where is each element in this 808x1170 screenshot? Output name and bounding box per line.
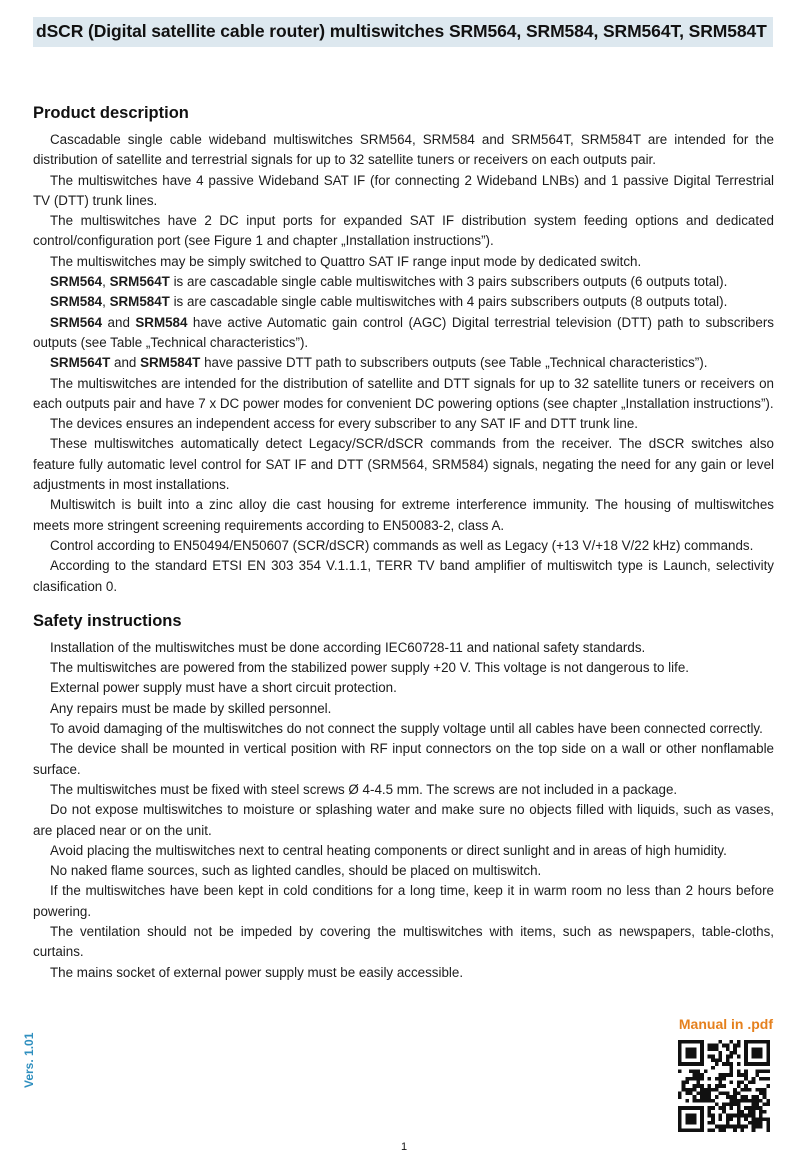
document-body xyxy=(33,102,774,983)
text-run: is are cascadable single cable multiswitches with 4 pairs subscribers outputs (8 outputs total). xyxy=(169,294,728,310)
product-description-paragraph xyxy=(33,272,774,292)
text-run: have active Automatic gain control (AGC) Digital terrestrial television (DTT) path to subscribers outputs (see Table „Technical characteristics”). xyxy=(33,314,774,350)
text-run: The multiswitches may be simply switched to Quattro SAT IF range input mode by dedicated switch. xyxy=(50,253,642,269)
text-run: No naked flame sources, such as lighted candles, should be placed on multiswitch. xyxy=(50,863,542,879)
safety-instructions-paragraph xyxy=(33,861,774,881)
safety-instructions-paragraph xyxy=(33,658,774,678)
product-description-paragraph xyxy=(33,495,774,536)
version-label: Vers. 1.01 xyxy=(22,1032,36,1088)
text-run: have passive DTT path to subscribers outputs (see Table „Technical characteristics”). xyxy=(200,355,708,371)
product-description-paragraphs xyxy=(33,130,774,597)
text-run: , xyxy=(102,274,110,290)
bold-text: SRM584T xyxy=(109,294,170,310)
text-run: According to the standard ETSI EN 303 354 V.1.1.1, TERR TV band amplifier of multiswitch type is Launch, selectivity clasification 0. xyxy=(33,558,774,594)
text-run: Any repairs must be made by skilled personnel. xyxy=(50,700,332,716)
safety-instructions-paragraph xyxy=(33,922,774,963)
safety-instructions-paragraph xyxy=(33,638,774,658)
safety-instructions-section xyxy=(33,610,774,983)
safety-instructions-paragraph xyxy=(33,800,774,841)
title-bar xyxy=(33,17,773,47)
text-run: The ventilation should not be impeded by covering the multiswitches with items, such as newspapers, table-cloths, curtains. xyxy=(33,923,774,960)
page-number: 1 xyxy=(400,1141,408,1153)
bold-text: SRM564 xyxy=(50,274,103,290)
text-run: The multiswitches have 2 DC input ports for expanded SAT IF distribution system feeding options and dedicated control/configuration port (see Figure 1 and chapter „Installation instructions”). xyxy=(33,213,774,249)
text-run: To avoid damaging of the multiswitches do not connect the supply voltage until all cables have been connected correctly. xyxy=(50,721,763,737)
text-run: External power supply must have a short circuit protection. xyxy=(50,680,397,696)
text-run: These multiswitches automatically detect Legacy/SCR/dSCR commands from the receiver. The dSCR switches also feature fully automatic level control for SAT IF and DTT (SRM564, SRM584) signals, negating the need for any gain or level adjustments in most installations. xyxy=(33,436,774,493)
safety-instructions-paragraph xyxy=(33,841,774,861)
safety-instructions-paragraph xyxy=(33,699,774,719)
product-description-paragraph xyxy=(33,130,774,171)
product-description-heading: Product description xyxy=(33,104,189,122)
product-description-paragraph xyxy=(33,556,774,597)
text-run: The device shall be mounted in vertical position with RF input connectors on the top side on a wall or other nonflamable surface. xyxy=(33,741,774,777)
safety-instructions-paragraph xyxy=(33,678,774,698)
text-run: Multiswitch is built into a zinc alloy die cast housing for extreme interference immunity. The housing of multiswitches meets more stringent screening requirements according to EN50083-2, class A. xyxy=(33,497,774,533)
manual-pdf-label: Manual in .pdf xyxy=(678,1016,773,1032)
bold-text: SRM564 xyxy=(50,314,103,330)
text-run: The mains socket of external power supply must be easily accessible. xyxy=(50,964,464,980)
text-run: Do not expose multiswitches to moisture or splashing water and make sure no objects filled with liquids, such as vases, are placed near or on the unit. xyxy=(33,802,774,838)
text-run: If the multiswitches have been kept in cold conditions for a long time, keep it in warm room no less than 2 hours before powering. xyxy=(33,883,774,919)
product-description-paragraph xyxy=(33,434,774,495)
product-description-paragraph xyxy=(33,252,774,272)
bold-text: SRM584 xyxy=(135,314,188,330)
text-run: is are cascadable single cable multiswitches with 3 pairs subscribers outputs (6 outputs total). xyxy=(169,274,728,290)
text-run: Control according to EN50494/EN50607 (SCR/dSCR) commands as well as Legacy (+13 V/+18 V/22 kHz) commands. xyxy=(50,537,754,553)
text-run: The devices ensures an independent access for every subscriber to any SAT IF and DTT trunk line. xyxy=(50,416,638,432)
product-description-section xyxy=(33,102,774,597)
text-run: and xyxy=(110,355,141,371)
safety-instructions-paragraphs xyxy=(33,638,774,983)
safety-instructions-paragraph xyxy=(33,739,774,780)
product-description-paragraph xyxy=(33,313,774,354)
text-run: Avoid placing the multiswitches next to central heating components or direct sunlight and in areas of high humidity. xyxy=(50,842,727,858)
safety-instructions-paragraph xyxy=(33,719,774,739)
product-description-paragraph xyxy=(33,374,774,415)
text-run: Installation of the multiswitches must be done according IEC60728-11 and national safety standards. xyxy=(50,639,646,655)
product-description-paragraph xyxy=(33,353,774,373)
bold-text: SRM564T xyxy=(109,274,170,290)
text-run: , xyxy=(102,294,110,310)
product-description-paragraph xyxy=(33,171,774,212)
text-run: and xyxy=(102,314,136,330)
safety-instructions-paragraph xyxy=(33,780,774,800)
product-description-paragraph xyxy=(33,414,774,434)
document-title: dSCR (Digital satellite cable router) multiswitches SRM564, SRM584, SRM564T, SRM584T xyxy=(36,21,767,41)
qr-code-icon[interactable] xyxy=(678,1040,770,1132)
text-run: Cascadable single cable wideband multiswitches SRM564, SRM584 and SRM564T, SRM584T are intended for the distribution of satellite and terrestrial signals for up to 32 satellite tuners or receivers on each outputs pair. xyxy=(33,132,774,168)
product-description-paragraph xyxy=(33,211,774,252)
product-description-paragraph xyxy=(33,292,774,312)
text-run: The multiswitches are powered from the stabilized power supply +20 V. This voltage is not dangerous to life. xyxy=(50,660,690,676)
text-run: The multiswitches must be fixed with steel screws Ø 4-4.5 mm. The screws are not included in a package. xyxy=(50,781,678,797)
bold-text: SRM564T xyxy=(50,355,111,371)
bold-text: SRM584 xyxy=(50,294,103,310)
safety-instructions-paragraph xyxy=(33,881,774,922)
safety-instructions-paragraph xyxy=(33,963,774,983)
product-description-paragraph xyxy=(33,536,774,556)
text-run: The multiswitches are intended for the distribution of satellite and DTT signals for up to 32 satellite tuners or receivers on each outputs pair and have 7 x DC power modes for convenient DC powering options (see chapter „Installation instructions”). xyxy=(33,375,774,411)
text-run: The multiswitches have 4 passive Wideband SAT IF (for connecting 2 Wideband LNBs) and 1 passive Digital Terrestrial TV (DTT) trunk lines. xyxy=(33,172,774,208)
safety-instructions-heading: Safety instructions xyxy=(33,611,182,630)
bold-text: SRM584T xyxy=(140,355,201,371)
